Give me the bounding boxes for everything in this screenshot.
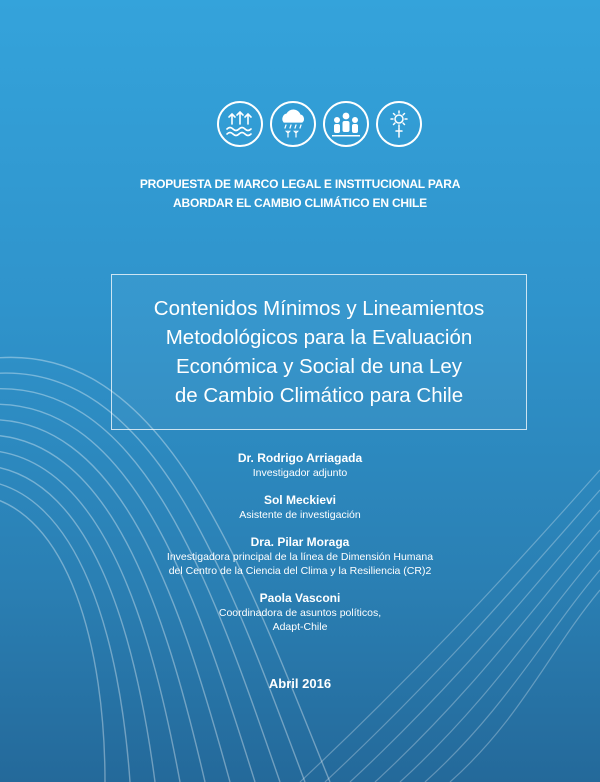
project-title-line: PROPUESTA DE MARCO LEGAL E INSTITUCIONAL PARA [139,177,461,191]
author-role: Asistente de investigación [239,509,361,521]
author-role: Adapt-Chile [272,621,328,633]
author-name: Paola Vasconi [259,591,341,605]
author-role: Investigador adjunto [252,467,348,479]
author-role: del Centro de la Ciencia del Clima y la Resiliencia (CR)2 [168,565,432,577]
author-name: Dra. Pilar Moraga [250,535,350,549]
cloud-rain-crops-icon [270,101,316,147]
author-name: Sol Meckievi [263,493,337,507]
author-role: Investigadora principal de la línea de Dimensión Humana [166,551,434,563]
document-title-box [111,274,527,430]
sun-thermometer-icon [376,101,422,147]
publication-date: Abril 2016 [268,676,332,691]
author-name: Dr. Rodrigo Arriagada [237,451,363,465]
author-role: Coordinadora de asuntos políticos, [218,607,382,619]
author-entry [0,534,600,578]
author-entry [0,590,600,634]
document-title-line: de Cambio Climático para Chile [174,384,464,407]
author-entry [0,492,600,522]
project-title [0,175,600,213]
theme-icons-row [217,101,422,147]
document-title-line: Contenidos Mínimos y Lineamientos [153,297,485,320]
people-icon [323,101,369,147]
document-title-line: Económica y Social de una Ley [175,355,463,378]
project-title-line: ABORDAR EL CAMBIO CLIMÁTICO EN CHILE [173,196,427,210]
document-title-line: Metodológicos para la Evaluación [165,326,473,349]
author-list [0,450,600,646]
waves-rain-icon [217,101,263,147]
author-entry [0,450,600,480]
